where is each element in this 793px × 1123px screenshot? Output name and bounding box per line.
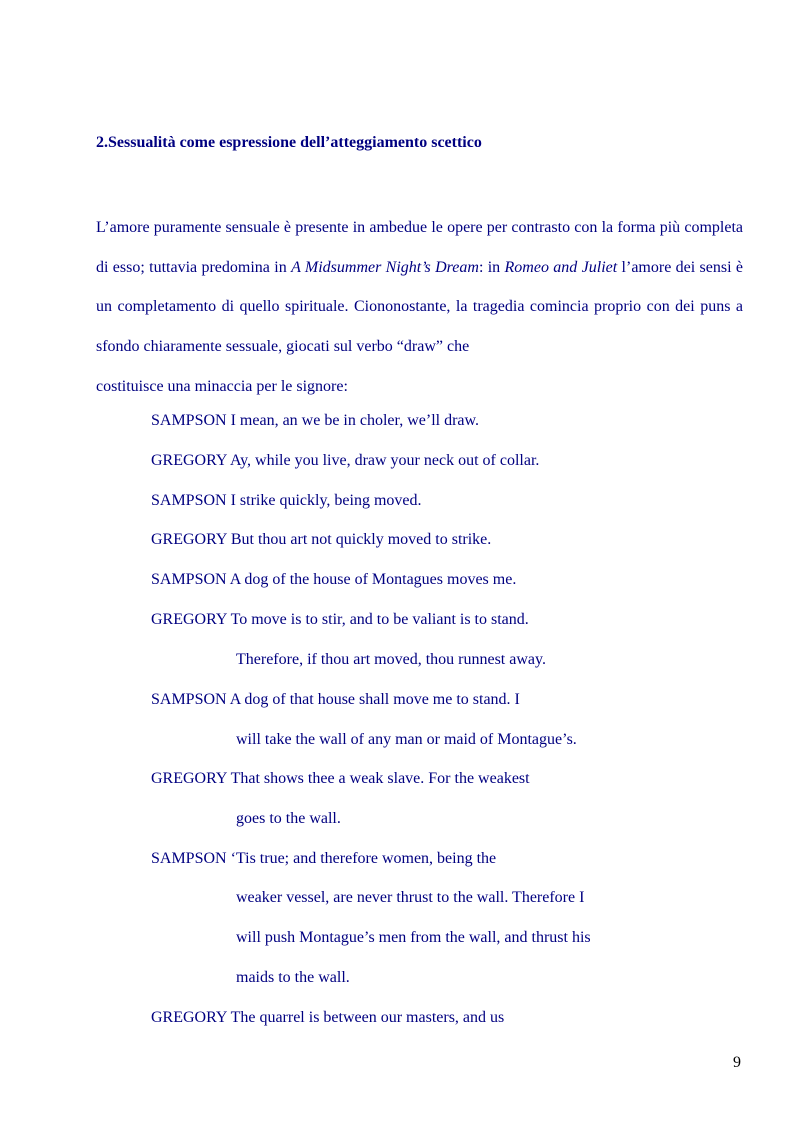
quote-line: SAMPSON A dog of that house shall move me to stand. I	[151, 691, 520, 708]
quote-line: SAMPSON I mean, an we be in choler, we’ll draw.	[151, 412, 480, 429]
quote-line: SAMPSON A dog of the house of Montagues moves me.	[151, 571, 517, 588]
quote-line: GREGORY To move is to stir, and to be valiant is to stand.	[151, 611, 529, 628]
quote-continuation-line: Therefore, if thou art moved, thou runnest away.	[236, 651, 546, 668]
quote-continuation-line: maids to the wall.	[236, 969, 350, 986]
quote-continuation-line: will take the wall of any man or maid of Montague’s.	[236, 731, 577, 748]
play-title: Romeo and Juliet	[504, 258, 618, 276]
quote-continuation-line: weaker vessel, are never thrust to the wall. Therefore I	[236, 889, 585, 906]
play-title: A Midsummer Night’s Dream	[291, 258, 479, 276]
body-paragraph	[96, 208, 743, 407]
quote-line: GREGORY But thou art not quickly moved to strike.	[151, 531, 492, 548]
section-heading: 2.Sessualità come espressione dell’atteggiamento scettico	[96, 134, 482, 151]
quote-line: SAMPSON I strike quickly, being moved.	[151, 492, 422, 509]
quote-line: GREGORY That shows thee a weak slave. For the weakest	[151, 770, 530, 787]
paragraph-text: L’amore puramente sensuale è presente in ambedue le opere per contrasto con la forma più completa di esso; tuttavia predomina in	[96, 219, 743, 276]
quote-line: GREGORY Ay, while you live, draw your neck out of collar.	[151, 452, 540, 469]
paragraph-text: : in	[478, 258, 505, 276]
quote-line: GREGORY The quarrel is between our masters, and us	[151, 1009, 505, 1026]
paragraph-last-line: costituisce una minaccia per le signore:	[96, 377, 348, 395]
quote-continuation-line: will push Montague’s men from the wall, and thrust his	[236, 929, 591, 946]
quote-continuation-line: goes to the wall.	[236, 810, 341, 827]
paragraph-text: l’amore dei sensi è un completamento di quello spirituale. Ciononostante, la tragedia comincia proprio con dei puns a sfondo chiaramente sessuale, giocati sul verbo “draw” che	[96, 258, 744, 356]
quote-line: SAMPSON ‘Tis true; and therefore women, being the	[151, 850, 497, 867]
page-number: 9	[733, 1054, 741, 1071]
